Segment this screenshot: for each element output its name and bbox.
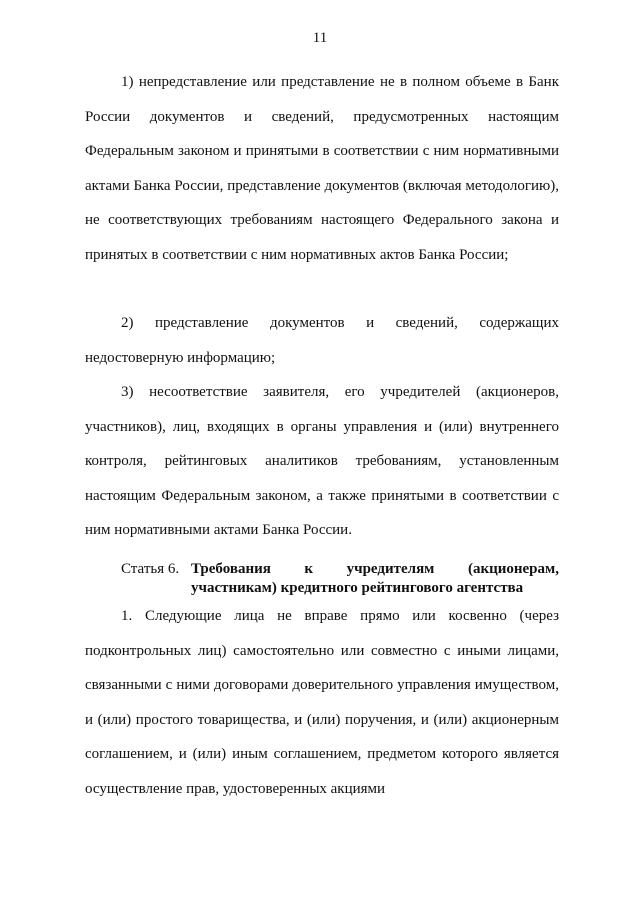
article-label: Статья 6. [121, 561, 180, 577]
article-title-line-1: Требования к учредителям (акционерам, [191, 561, 559, 577]
article-title-line-2: участникам) кредитного рейтингового агентства [191, 580, 524, 596]
clause-1-paragraph: 1. Следующие лица не вправе прямо или косвенно (через подконтрольных лиц) самостоятельно или совместно с иными лицами, связанными с ними договорами доверительного управления имуществом, и (или) простого товарищества, и (или) поручения, и (или) акционерным соглашением, и (или) иным соглашением, предметом которого является осуществление прав, удостоверенных акциями [85, 608, 559, 797]
paragraph-item-1: 1) непредставление или представление не в полном объеме в Банк России документов и сведений, предусмотренных настоящим Федеральным законом и принятыми в соответствии с ним нормативными актами Банка России, представление документов (включая методологию), не соответствующих требованиям настоящего Федерального закона и принятых в соответствии с ним нормативных актов Банка России; [85, 74, 559, 263]
page-number: 11 [312, 30, 328, 46]
paragraph-item-2: 2) представление документов и сведений, содержащих недостоверную информацию; [85, 315, 559, 366]
article-title [191, 560, 559, 598]
paragraph-item-3: 3) несоответствие заявителя, его учредителей (акционеров, участников), лиц, входящих в органы управления и (или) внутреннего контроля, рейтинговых аналитиков требованиям, установленным настоящим Федеральным законом, а также принятыми в соответствии с ним нормативными актами Банка России. [85, 384, 559, 538]
